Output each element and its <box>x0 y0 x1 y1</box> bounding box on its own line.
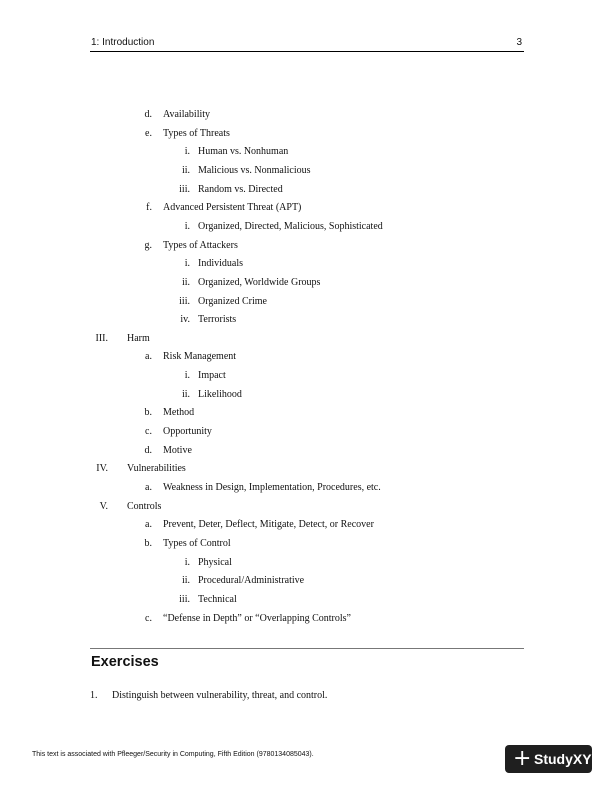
outline-marker: b. <box>144 538 152 549</box>
outline-text: “Defense in Depth” or “Overlapping Controls” <box>163 613 351 624</box>
plus-icon: + <box>513 746 532 771</box>
outline-marker: d. <box>144 445 152 456</box>
outline-marker: c. <box>145 613 152 624</box>
outline-text: Controls <box>127 501 162 512</box>
outline-text: Individuals <box>198 258 243 269</box>
exercises-section <box>90 648 524 670</box>
outline-marker: a. <box>145 519 152 530</box>
outline-marker: i. <box>184 557 190 568</box>
outline-marker: d. <box>144 109 152 120</box>
outline-text: Procedural/Administrative <box>198 575 305 586</box>
outline-marker: a. <box>145 351 152 362</box>
outline-marker: f. <box>146 202 152 213</box>
outline-text: Motive <box>163 445 192 456</box>
outline-marker: i. <box>184 146 190 157</box>
outline-marker: ii. <box>181 389 190 400</box>
outline-text: Risk Management <box>163 351 237 362</box>
outline-text: Organized Crime <box>198 296 267 307</box>
outline-marker: iii. <box>179 594 190 605</box>
outline-marker: ii. <box>181 277 190 288</box>
outline-text: Prevent, Deter, Deflect, Mitigate, Detect, or Recover <box>163 519 374 530</box>
footer-notice: This text is associated with Pfleeger/Security in Computing, Fifth Edition (9780134085043). <box>32 751 314 758</box>
exercises-heading: Exercises <box>91 654 159 670</box>
outline-text: Technical <box>198 594 237 605</box>
outline-text: Vulnerabilities <box>127 463 186 474</box>
outline-text: Physical <box>198 557 232 568</box>
outline-marker: V. <box>99 501 108 512</box>
studyxy-logo[interactable] <box>505 745 592 773</box>
outline-marker: iii. <box>179 184 190 195</box>
outline-text: Malicious vs. Nonmalicious <box>198 165 311 176</box>
outline-marker: i. <box>184 221 190 232</box>
brand-name: StudyXY <box>534 751 592 767</box>
outline-marker: i. <box>184 258 190 269</box>
page-number: 3 <box>516 37 522 48</box>
outline-text: Weakness in Design, Implementation, Procedures, etc. <box>163 482 381 493</box>
outline-text: Availability <box>163 109 211 120</box>
outline-text: Method <box>163 407 195 418</box>
outline-marker: b. <box>144 407 152 418</box>
outline-marker: ii. <box>181 165 190 176</box>
outline-text: Types of Control <box>163 538 231 549</box>
outline-marker: ii. <box>181 575 190 586</box>
running-header <box>90 37 524 52</box>
outline-marker: i. <box>184 370 190 381</box>
outline-text: Organized, Worldwide Groups <box>198 277 321 288</box>
outline-text: Terrorists <box>198 314 237 325</box>
outline-text: Likelihood <box>198 389 242 400</box>
outline-marker: g. <box>144 240 152 251</box>
outline-marker: e. <box>145 128 152 139</box>
outline-text: Impact <box>198 370 226 381</box>
exercise-number: 1. <box>90 690 98 701</box>
outline-text: Random vs. Directed <box>198 184 283 195</box>
outline-text: Organized, Directed, Malicious, Sophisticated <box>198 221 383 232</box>
outline-text: Advanced Persistent Threat (APT) <box>163 202 302 213</box>
outline-marker: a. <box>145 482 152 493</box>
outline-text: Opportunity <box>163 426 212 437</box>
outline-marker: iii. <box>179 296 190 307</box>
outline-text: Harm <box>127 333 150 344</box>
outline-text: Types of Threats <box>163 128 230 139</box>
outline-marker: c. <box>145 426 152 437</box>
outline-marker: IV. <box>96 463 108 474</box>
chapter-title: 1: Introduction <box>91 37 155 48</box>
outline-marker: iv. <box>180 314 190 325</box>
outline-marker: III. <box>95 333 108 344</box>
outline-text: Types of Attackers <box>163 240 238 251</box>
outline-text: Human vs. Nonhuman <box>198 146 289 157</box>
exercise-text: Distinguish between vulnerability, threat, and control. <box>112 690 328 701</box>
